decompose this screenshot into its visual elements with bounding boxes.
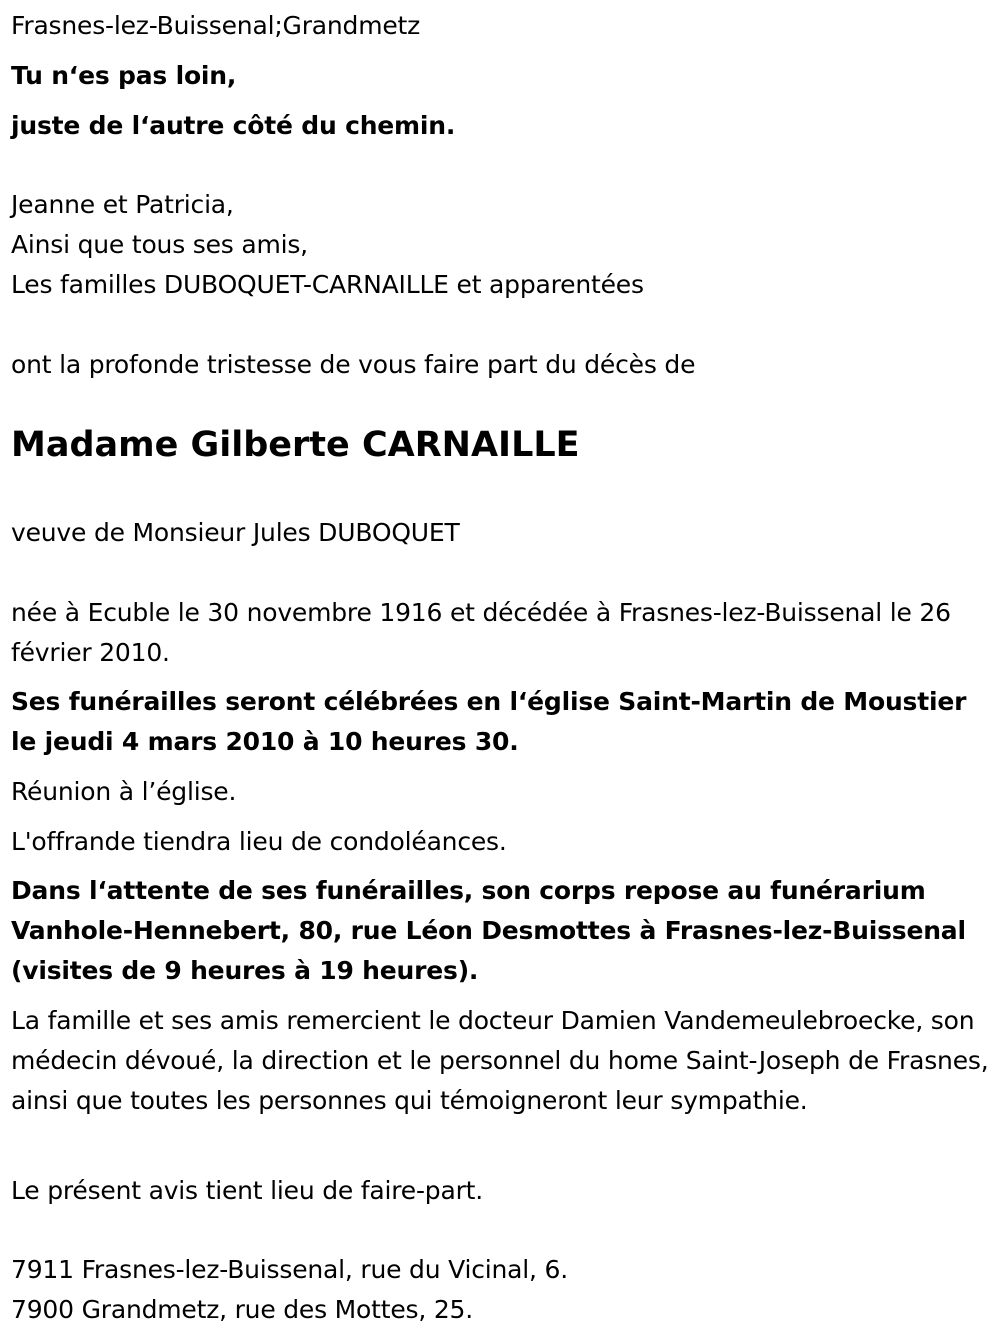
notice-text: Le présent avis tient lieu de faire-part. [11,1176,484,1205]
address-line-1: 7911 Frasnes-lez-Buissenal, rue du Vicinal, 6. [11,1255,568,1284]
funeral-ceremony-text: Ses funérailles seront célébrées en l‘église Saint-Martin de Moustier le jeudi 4 mars 2010 à 10 heures 30. [11,687,967,756]
announcement-text: ont la profonde tristesse de vous faire part du décès de [11,350,696,379]
family-line-2: Ainsi que tous ses amis, [11,230,308,259]
birth-death-text: née à Ecuble le 30 novembre 1916 et décédée à Frasnes-lez-Buissenal le 26 février 2010. [11,598,951,667]
offering-text: L'offrande tiendra lieu de condoléances. [11,827,507,856]
meeting-text: Réunion à l’église. [11,777,237,806]
verse-line-2: juste de l‘autre côté du chemin. [11,111,456,140]
visitation-text: Dans l‘attente de ses funérailles, son corps repose au funérarium Vanhole-Hennebert, 80, rue Léon Desmottes à Frasnes-lez-Buissenal (visites de 9 heures à 19 heures). [11,876,966,985]
address-line-2: 7900 Grandmetz, rue des Mottes, 25. [11,1295,474,1324]
widow-of-text: veuve de Monsieur Jules DUBOQUET [11,518,460,547]
verse-line-1: Tu n‘es pas loin, [11,61,237,90]
family-line-1: Jeanne et Patricia, [11,190,234,219]
family-line-3: Les familles DUBOQUET-CARNAILLE et apparentées [11,270,644,299]
thanks-text: La famille et ses amis remercient le docteur Damien Vandemeulebroecke, son médecin dévoué, la direction et le personnel du home Saint-Joseph de Frasnes, ainsi que toutes les personnes qui témoigneront leur sympathie. [11,1006,989,1115]
location-header: Frasnes-lez-Buissenal;Grandmetz [11,11,421,40]
deceased-name: Madame Gilberte CARNAILLE [11,425,580,465]
